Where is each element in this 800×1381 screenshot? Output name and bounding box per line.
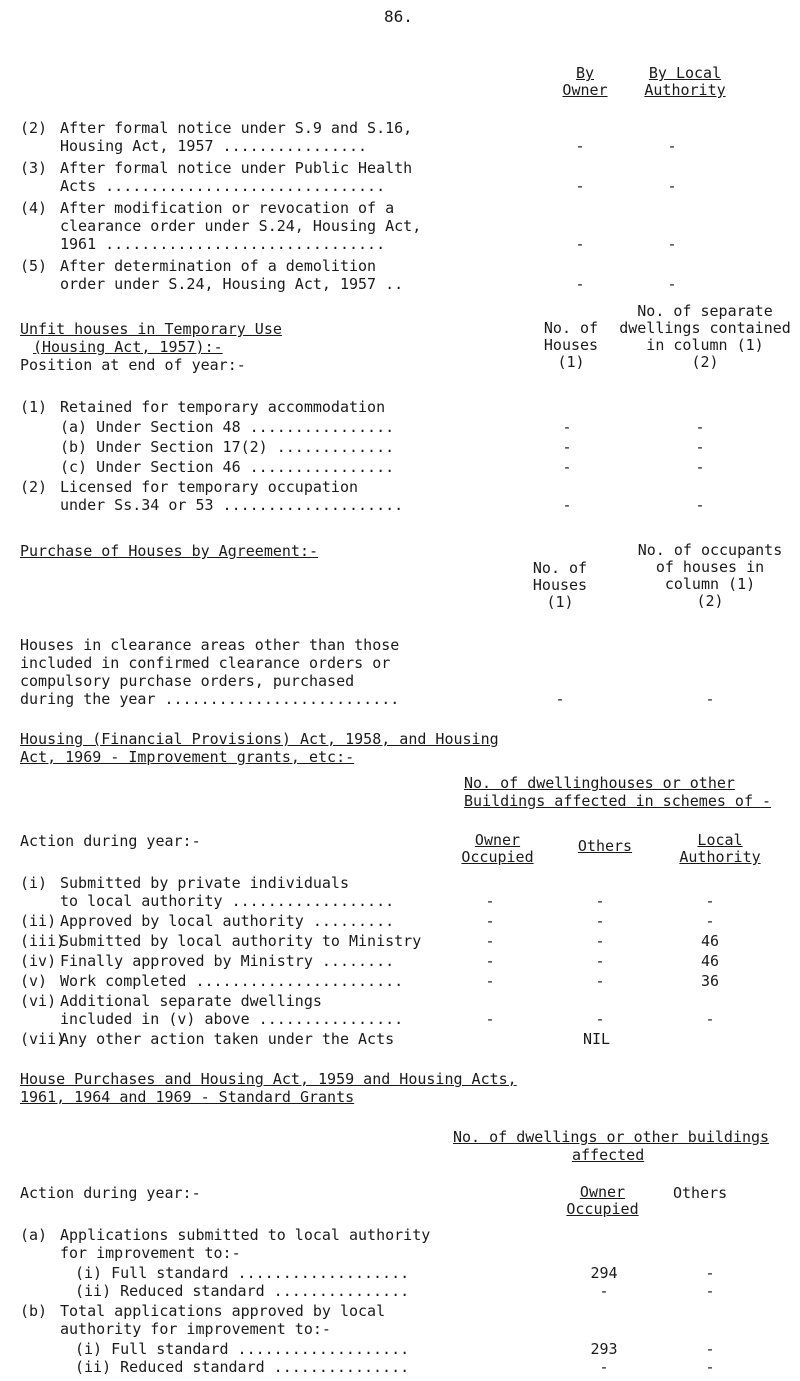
section-title: Unfit houses in Temporary Use <box>20 320 282 338</box>
value-cell: - <box>705 1010 715 1028</box>
value-cell: - <box>705 892 715 910</box>
value-cell: - <box>595 932 605 950</box>
section-note: Position at end of year:- <box>20 356 246 374</box>
value-cell: - <box>595 952 605 970</box>
value-cell: - <box>485 892 495 910</box>
row-text: Applications submitted to local authority for improvement to:- <box>60 1226 431 1262</box>
value-cell: - <box>485 932 495 950</box>
value-cell: - <box>562 458 572 476</box>
value-cell: - <box>555 690 565 708</box>
item-text: After formal notice under Public Health Acts ............................... <box>60 159 413 195</box>
value-cell: - <box>595 892 605 910</box>
group-header: No. of dwellinghouses or other <box>464 774 735 792</box>
value-cell: - <box>595 1010 605 1028</box>
item-text: (a) Under Section 48 ................ <box>60 418 395 436</box>
value-cell: - <box>695 438 705 456</box>
col-owner-occupied-header: Owner Occupied <box>566 1183 639 1218</box>
value-cell: - <box>667 235 677 253</box>
value-cell: - <box>667 137 677 155</box>
value-cell: - <box>695 418 705 436</box>
row-number: (i) <box>20 874 48 892</box>
value-cell: - <box>595 912 605 930</box>
row-text: Work completed ....................... <box>60 972 404 990</box>
col-others-header: Others <box>577 837 633 855</box>
action-label: Action during year:- <box>20 1184 201 1202</box>
section-title: Act, 1969 - Improvement grants, etc:- <box>20 748 355 766</box>
section-title: House Purchases and Housing Act, 1959 and Housing Acts, <box>20 1070 517 1088</box>
value-cell: - <box>599 1358 609 1376</box>
item-text: (b) Under Section 17(2) ............. <box>60 438 395 456</box>
value-cell: 293 <box>590 1340 618 1358</box>
value-cell: - <box>695 496 705 514</box>
item-text: Licensed for temporary occupation under Ss.34 or 53 .................... <box>60 478 404 514</box>
value-cell: - <box>562 438 572 456</box>
row-text: Finally approved by Ministry ........ <box>60 952 395 970</box>
value-cell: - <box>562 418 572 436</box>
row-number: (a) <box>20 1226 48 1244</box>
row-number: (b) <box>20 1302 48 1320</box>
row-text: Additional separate dwellings included in (v) above ................ <box>60 992 404 1028</box>
value-cell: - <box>575 275 585 293</box>
group-header: Buildings affected in schemes of - <box>464 792 772 810</box>
item-number: (2) <box>20 478 48 496</box>
value-cell: - <box>485 912 495 930</box>
col-occupants-header: No. of occupants of houses in column (1) (2) <box>637 541 783 610</box>
value-cell: 46 <box>700 932 720 950</box>
item-number: (5) <box>20 257 48 275</box>
value-cell: - <box>595 972 605 990</box>
section-title: Purchase of Houses by Agreement:- <box>20 542 319 560</box>
row-text: Any other action taken under the Acts <box>60 1030 395 1048</box>
row-number: (iii) <box>20 932 66 950</box>
value-cell: - <box>705 1264 715 1282</box>
page-number: 86. <box>384 7 413 26</box>
item-number: (4) <box>20 199 48 217</box>
item-number: (1) <box>20 398 48 416</box>
item-text: After determination of a demolition order under S.24, Housing Act, 1957 .. <box>60 257 404 293</box>
value-cell: - <box>705 1340 715 1358</box>
value-cell: - <box>667 275 677 293</box>
col-owner-occupied-header: Owner Occupied <box>461 831 534 866</box>
item-text: Retained for temporary accommodation <box>60 398 386 416</box>
row-text: (i) Full standard ................... <box>75 1340 410 1358</box>
item-number: (2) <box>20 119 48 137</box>
item-text: (c) Under Section 46 ................ <box>60 458 395 476</box>
item-text: After formal notice under S.9 and S.16, Housing Act, 1957 ................ <box>60 119 413 155</box>
row-text: Submitted by private individuals to local authority .................. <box>60 874 395 910</box>
section-title: 1961, 1964 and 1969 - Standard Grants <box>20 1088 355 1106</box>
row-text: (ii) Reduced standard ............... <box>75 1282 410 1300</box>
col-others-header: Others <box>673 1184 728 1202</box>
value-cell: - <box>705 912 715 930</box>
col-houses-header: No. of Houses (1) <box>543 319 599 371</box>
value-cell: 36 <box>700 972 720 990</box>
col-dwellings-header: No. of separate dwellings contained in column (1) (2) <box>619 302 791 371</box>
value-cell: NIL <box>583 1030 611 1048</box>
value-cell: - <box>575 177 585 195</box>
value-cell: 294 <box>590 1264 618 1282</box>
col-houses-header: No. of Houses (1) <box>532 559 588 611</box>
col-by-local-authority-header: By Local Authority <box>644 64 726 99</box>
row-number: (vi) <box>20 992 57 1010</box>
value-cell: - <box>575 137 585 155</box>
group-header: No. of dwellings or other buildings <box>453 1128 770 1146</box>
value-cell: - <box>562 496 572 514</box>
row-text: (ii) Reduced standard ............... <box>75 1358 410 1376</box>
value-cell: - <box>667 177 677 195</box>
value-cell: - <box>705 1282 715 1300</box>
row-number: (v) <box>20 972 48 990</box>
group-header: affected <box>572 1146 645 1164</box>
row-text: Approved by local authority ......... <box>60 912 395 930</box>
section-title: Housing (Financial Provisions) Act, 1958, and Housing <box>20 730 499 748</box>
value-cell: - <box>705 1358 715 1376</box>
value-cell: - <box>575 235 585 253</box>
action-label: Action during year:- <box>20 832 201 850</box>
row-text: Total applications approved by local authority for improvement to:- <box>60 1302 386 1338</box>
value-cell: 46 <box>700 952 720 970</box>
row-number: (iv) <box>20 952 57 970</box>
item-text: Houses in clearance areas other than those included in confirmed clearance orders or compulsory purchase orders, purchased during the year .......................... <box>20 636 400 708</box>
item-text: After modification or revocation of a clearance order under S.24, Housing Act, 1961 ............................... <box>60 199 422 253</box>
section-subtitle: (Housing Act, 1957):- <box>33 338 223 356</box>
value-cell: - <box>695 458 705 476</box>
col-by-owner-header: By Owner <box>562 64 608 99</box>
col-local-authority-header: Local Authority <box>679 831 761 866</box>
value-cell: - <box>599 1282 609 1300</box>
row-text: (i) Full standard ................... <box>75 1264 410 1282</box>
value-cell: - <box>485 972 495 990</box>
row-text: Submitted by local authority to Ministry <box>60 932 422 950</box>
value-cell: - <box>485 952 495 970</box>
row-number: (ii) <box>20 912 57 930</box>
value-cell: - <box>705 690 715 708</box>
item-number: (3) <box>20 159 48 177</box>
value-cell: - <box>485 1010 495 1028</box>
row-number: (vii) <box>20 1030 66 1048</box>
